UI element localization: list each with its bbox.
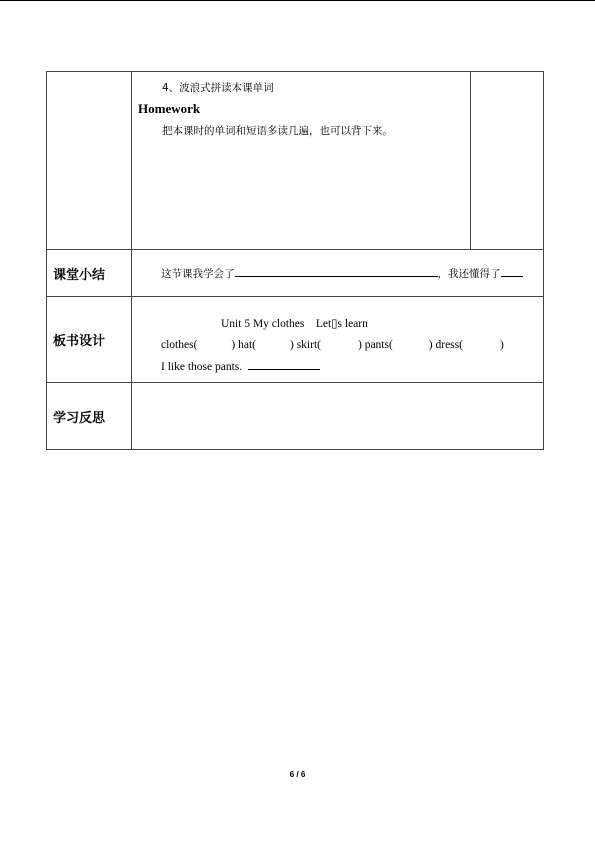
summary-blank-1: [235, 266, 438, 277]
board-sentence-blank: [248, 359, 320, 370]
step4-text: 4、波浪式拼读本课单词: [162, 82, 274, 94]
board-content-cell: [132, 297, 544, 383]
reflection-content-cell: [132, 383, 544, 450]
board-words: [161, 339, 543, 351]
header-rule: [0, 0, 595, 1]
summary-blank-2: [501, 266, 523, 277]
activity-row: [47, 72, 544, 250]
board-word-skirt: ) skirt(: [290, 339, 321, 351]
board-row: [47, 297, 544, 383]
summary-label: 课堂小结: [47, 250, 132, 297]
board-word-dress: ) dress(: [428, 339, 463, 351]
board-word-clothes: clothes(: [161, 339, 198, 351]
activity-note-cell: [471, 72, 544, 250]
homework-heading: Homework: [138, 101, 201, 116]
summary-middle: ，我还懂得了: [437, 268, 501, 280]
reflection-row: [47, 383, 544, 450]
board-sentence-line: [161, 359, 543, 373]
summary-prefix: 这节课我学会了: [161, 268, 235, 280]
board-label: 板书设计: [47, 297, 132, 383]
board-word-hat: ) hat(: [231, 339, 256, 351]
board-word-end: ): [499, 339, 504, 351]
activity-content-cell: [132, 72, 471, 250]
lesson-table: [46, 71, 544, 450]
summary-row: [47, 250, 544, 297]
board-word-pants: ) pants(: [357, 339, 393, 351]
summary-content-cell: [132, 250, 544, 297]
board-sentence: I like those pants.: [161, 361, 243, 373]
page-number: 6 / 6: [289, 770, 306, 779]
board-title: Unit 5 My clothes Let▯s learn: [221, 318, 368, 330]
activity-label-cell: [47, 72, 132, 250]
reflection-label: 学习反思: [47, 383, 132, 450]
homework-text: 把本课时的单词和短语多读几遍，也可以背下来。: [162, 125, 393, 137]
